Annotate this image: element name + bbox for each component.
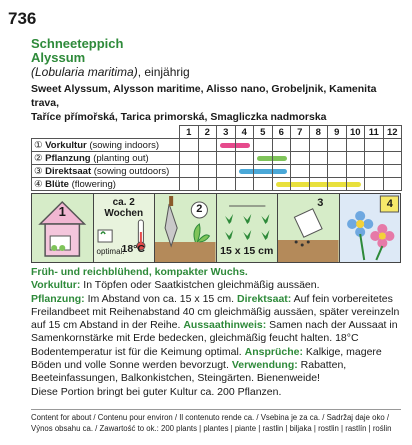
direktsaat-label: Direktsaat: bbox=[237, 292, 292, 305]
aussaat-text: Samen nach der Aussaat in Samenkornstärke mit Erde bedecken, gleichmäßig feucht halten. 18°C Bodentemperatur ist für die Keimung optimal. bbox=[31, 319, 398, 358]
calendar-cell bbox=[346, 178, 365, 191]
step-4-label: 4 bbox=[386, 198, 393, 210]
common-names-line-2: Taříce přímořská, Tarica primorská, Smagliczka nadmorska bbox=[31, 111, 327, 123]
month-8: 8 bbox=[309, 126, 328, 139]
activity-label: Pflanzung bbox=[45, 152, 91, 164]
calendar-cell bbox=[235, 139, 254, 152]
calendar-cell bbox=[328, 152, 347, 165]
month-5: 5 bbox=[254, 126, 273, 139]
calendar-cell bbox=[383, 152, 402, 165]
ansprueche-text: Kalkige, magere Böden und volle Sonne werden bevorzugt. bbox=[31, 345, 382, 372]
latin-name bbox=[31, 65, 190, 79]
pflanzung-label: Pflanzung: bbox=[31, 292, 85, 305]
title-german: Schneeteppich bbox=[31, 36, 124, 51]
activity-sub: (flowering) bbox=[71, 178, 116, 190]
calendar-cell bbox=[383, 165, 402, 178]
activity-label: Vorkultur bbox=[45, 139, 87, 151]
calendar-cell bbox=[383, 178, 402, 191]
calendar-cell bbox=[291, 178, 310, 191]
calendar-cell bbox=[254, 139, 273, 152]
calendar-cell bbox=[235, 165, 254, 178]
calendar-cell bbox=[383, 139, 402, 152]
calendar-cell bbox=[217, 152, 236, 165]
calendar-row-label bbox=[32, 139, 180, 152]
step-symbol: ② bbox=[34, 152, 43, 164]
calendar-cell bbox=[291, 152, 310, 165]
step-1-label: 1 bbox=[58, 204, 66, 219]
calendar-cell bbox=[235, 152, 254, 165]
calendar-cell bbox=[235, 178, 254, 191]
calendar-row-label bbox=[32, 152, 180, 165]
period-bar bbox=[310, 182, 328, 187]
calendar-row bbox=[32, 152, 402, 165]
month-11: 11 bbox=[365, 126, 384, 139]
calendar-cell bbox=[309, 139, 328, 152]
vorkultur-label: Vorkultur: bbox=[31, 279, 81, 292]
packet-number: 736 bbox=[8, 9, 37, 28]
month-2: 2 bbox=[198, 126, 217, 139]
month-12: 12 bbox=[383, 126, 402, 139]
calendar-cell bbox=[272, 178, 291, 191]
period-bar bbox=[236, 143, 251, 148]
calendar-cell bbox=[198, 178, 217, 191]
icon-step-1-indoor bbox=[32, 194, 94, 262]
step-symbol: ① bbox=[34, 139, 43, 151]
period-bar bbox=[291, 182, 309, 187]
calendar-cell bbox=[328, 139, 347, 152]
calendar-cell bbox=[180, 165, 199, 178]
calendar-cell bbox=[346, 152, 365, 165]
direktsaat-text: Auf fein vorbereitetes Freilandbeet mit Reihenabstand 40 cm gleichmäßig aussäen, später vereinzeln auf 15 cm Abstand in der Reihe. bbox=[31, 292, 400, 332]
calendar-cell bbox=[180, 178, 199, 191]
activity-sub: (sowing outdoors) bbox=[93, 165, 170, 177]
weeks-top: ca. 2 bbox=[112, 197, 135, 208]
icon-step-4-flowering bbox=[340, 194, 401, 262]
calendar-cell bbox=[346, 139, 365, 152]
calendar-corner bbox=[32, 126, 180, 139]
calendar-cell bbox=[346, 165, 365, 178]
period-bar bbox=[257, 156, 272, 161]
common-names-line-1: Sweet Alyssum, Alysson maritime, Alisso nano, Grobeljnik, Kamenita trava, bbox=[31, 83, 377, 109]
calendar-header-row bbox=[32, 126, 402, 139]
sowing-calendar bbox=[31, 125, 402, 191]
calendar-row bbox=[32, 165, 402, 178]
calendar-row bbox=[32, 139, 402, 152]
instruction-icons bbox=[31, 193, 401, 263]
calendar-row-label bbox=[32, 165, 180, 178]
description bbox=[31, 266, 401, 399]
month-6: 6 bbox=[272, 126, 291, 139]
calendar-cell bbox=[365, 165, 384, 178]
icon-step-2-planting bbox=[155, 194, 217, 262]
calendar-cell bbox=[272, 165, 291, 178]
verwendung-label: Verwendung: bbox=[231, 359, 298, 372]
latin-binomial: (Lobularia maritima) bbox=[31, 65, 138, 79]
icon-spacing bbox=[217, 194, 279, 262]
step-symbol: ③ bbox=[34, 165, 43, 177]
title-genus: Alyssum bbox=[31, 50, 86, 65]
temp-prefix: optimal: bbox=[96, 247, 125, 256]
calendar-cell bbox=[198, 152, 217, 165]
month-7: 7 bbox=[291, 126, 310, 139]
common-names bbox=[31, 82, 401, 124]
calendar-cell bbox=[328, 165, 347, 178]
calendar-cell bbox=[217, 139, 236, 152]
month-3: 3 bbox=[217, 126, 236, 139]
calendar-cell bbox=[309, 165, 328, 178]
calendar-cell bbox=[180, 139, 199, 152]
lead-text: Früh- und reichblühend, kompakter Wuchs. bbox=[31, 266, 248, 278]
activity-sub: (sowing indoors) bbox=[89, 139, 160, 151]
month-4: 4 bbox=[235, 126, 254, 139]
calendar-cell bbox=[217, 165, 236, 178]
period-bar bbox=[347, 182, 362, 187]
calendar-row bbox=[32, 178, 402, 191]
calendar-cell bbox=[254, 178, 273, 191]
spacing-label: 15 x 15 cm bbox=[220, 245, 274, 257]
calendar-cell bbox=[180, 152, 199, 165]
weeks-bottom: Wochen bbox=[104, 208, 144, 219]
ansprueche-label: Ansprüche: bbox=[244, 345, 303, 358]
calendar-cell bbox=[365, 178, 384, 191]
verwendung-text: Rabatten, Beeteinfassungen, Balkonkistchen, Steingärten. Bienenweide! bbox=[31, 359, 347, 385]
portion-text: Diese Portion bringt bei guter Kultur ca. 200 Pflanzen. bbox=[31, 385, 282, 398]
calendar-cell bbox=[254, 165, 273, 178]
footer-divider bbox=[31, 409, 401, 410]
footer-line-1: Content for about / Contenu pour environ / Il contenuto rende ca. / Vsebina je za ca. / Sadržaj daje oko / bbox=[31, 413, 390, 422]
step-3-label: 3 bbox=[317, 197, 324, 209]
calendar-cell bbox=[217, 178, 236, 191]
calendar-cell bbox=[365, 139, 384, 152]
calendar-cell bbox=[198, 139, 217, 152]
vorkultur-text: In Töpfen oder Saatkistchen gleichmäßig aussäen. bbox=[80, 279, 320, 292]
calendar-cell bbox=[272, 152, 291, 165]
aussaat-label: Aussaathinweis: bbox=[183, 319, 267, 332]
footer bbox=[31, 412, 401, 434]
calendar-cell bbox=[309, 152, 328, 165]
period-bar bbox=[273, 156, 288, 161]
calendar-cell bbox=[291, 139, 310, 152]
month-1: 1 bbox=[180, 126, 199, 139]
period-bar bbox=[254, 169, 272, 174]
calendar-cell bbox=[328, 178, 347, 191]
footer-line-2: Výnos obsahu ca. / Zawartość to ok.: 200 plants | plantes | piante | rastlin | biljaka | rostlin | rastlín | roślin bbox=[31, 424, 392, 433]
period-bar bbox=[276, 182, 291, 187]
month-9: 9 bbox=[328, 126, 347, 139]
month-10: 10 bbox=[346, 126, 365, 139]
period-bar bbox=[220, 143, 235, 148]
calendar-cell bbox=[272, 139, 291, 152]
step-symbol: ④ bbox=[34, 178, 43, 190]
calendar-cell bbox=[291, 165, 310, 178]
calendar-cell bbox=[254, 152, 273, 165]
period-bar bbox=[328, 182, 346, 187]
pflanzung-text: Im Abstand von ca. 15 x 15 cm. bbox=[84, 292, 237, 305]
calendar-cell bbox=[309, 178, 328, 191]
calendar-cell bbox=[198, 165, 217, 178]
activity-label: Direktsaat bbox=[45, 165, 92, 177]
period-bar bbox=[273, 169, 288, 174]
calendar-row-label bbox=[32, 178, 180, 191]
activity-sub: (planting out) bbox=[93, 152, 149, 164]
icon-step-3-direct bbox=[278, 194, 340, 262]
temp-value: 18°C bbox=[121, 243, 145, 255]
icon-germination bbox=[94, 194, 156, 262]
period-bar bbox=[239, 169, 254, 174]
lifecycle: , einjährig bbox=[137, 65, 190, 79]
step-2-label: 2 bbox=[196, 203, 203, 215]
calendar-cell bbox=[365, 152, 384, 165]
activity-label: Blüte bbox=[45, 178, 69, 190]
